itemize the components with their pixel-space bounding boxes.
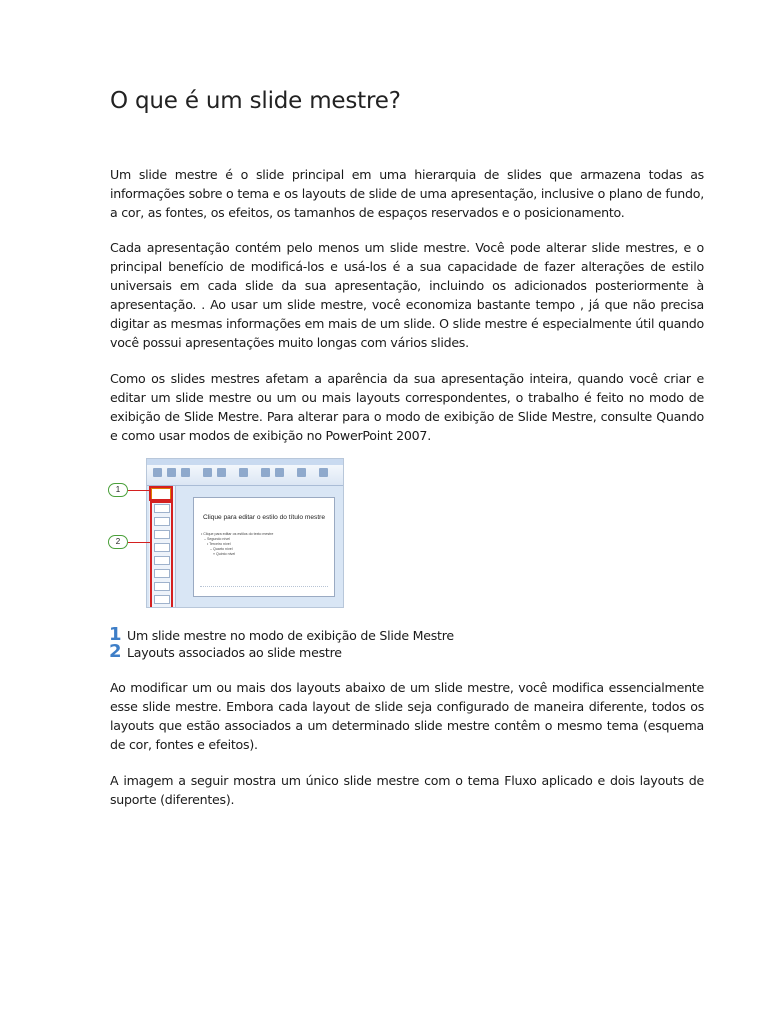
slide-body-placeholder: • Clique para editar os estilos do texto mestre – Segundo nível • Terceiro nível – Quarto nível » Quinto nível — [201, 532, 274, 556]
callout-2-line — [128, 542, 150, 543]
legend-number: 2 — [109, 641, 122, 662]
page-title: O que é um slide mestre? — [110, 88, 401, 114]
paragraph-view-mode: Como os slides mestres afetam a aparência da sua apresentação inteira, quando você criar e editar um slide mestre ou um ou mais layouts correspondentes, o trabalho é feito no modo de exibição de Slide Mestre. Para alterar para o modo de exibição de Slide Mestre, consulte Quando e como usar modos de exibição no PowerPoint 2007. — [110, 371, 704, 443]
legend-text: Layouts associados ao slide mestre — [127, 645, 342, 660]
legend-item — [109, 643, 454, 660]
slide-footer-placeholder — [200, 586, 328, 591]
callout-1: 1 — [108, 483, 128, 497]
legend-number: 1 — [109, 624, 122, 645]
legend-text: Um slide mestre no modo de exibição de Slide Mestre — [127, 628, 454, 643]
legend-item — [109, 626, 454, 643]
paragraph-definition: Um slide mestre é o slide principal em uma hierarquia de slides que armazena todas as informações sobre o tema e os layouts de slide de uma apresentação, inclusive o plano de fundo, a cor, as fontes, os efeitos, os tamanhos de espaços reservados e o posicionamento. — [110, 167, 704, 220]
paragraph-benefits: Cada apresentação contém pelo menos um slide mestre. Você pode alterar slide mestres, e o principal benefício de modificá-los e usá-los é a sua capacidade de fazer alterações de estilo universais em cada slide da sua apresentação, incluindo os adicionados posteriormente à apresentação. . Ao usar um slide mestre, você economiza bastante tempo , já que não precisa digitar as mesmas informações em mais de um slide. O slide mestre é especialmente útil quando você possui apresentações muito longas com vários slides. — [110, 240, 704, 350]
ribbon-toolbar — [147, 465, 343, 486]
slide-title-placeholder: Clique para editar o estilo do título mestre — [202, 514, 326, 521]
callout-1-line — [128, 490, 150, 491]
master-highlight-box — [149, 486, 173, 501]
slide-master-screenshot — [108, 458, 344, 608]
powerpoint-window-image — [146, 458, 344, 608]
paragraph-layouts: Ao modificar um ou mais dos layouts abaixo de um slide mestre, você modifica essencialmente esse slide mestre. Embora cada layout de slide seja configurado de maneira diferente, todos os layouts que estão associados a um determinado slide mestre contêm o mesmo tema (esquema de cor, fontes e efeitos). — [110, 680, 704, 752]
callout-2: 2 — [108, 535, 128, 549]
paragraph-image-intro: A imagem a seguir mostra um único slide mestre com o tema Fluxo aplicado e dois layouts de suporte (diferentes). — [110, 773, 704, 807]
figure-legend — [109, 626, 454, 660]
slide-master-canvas — [193, 497, 335, 597]
layouts-highlight-box — [150, 501, 173, 608]
